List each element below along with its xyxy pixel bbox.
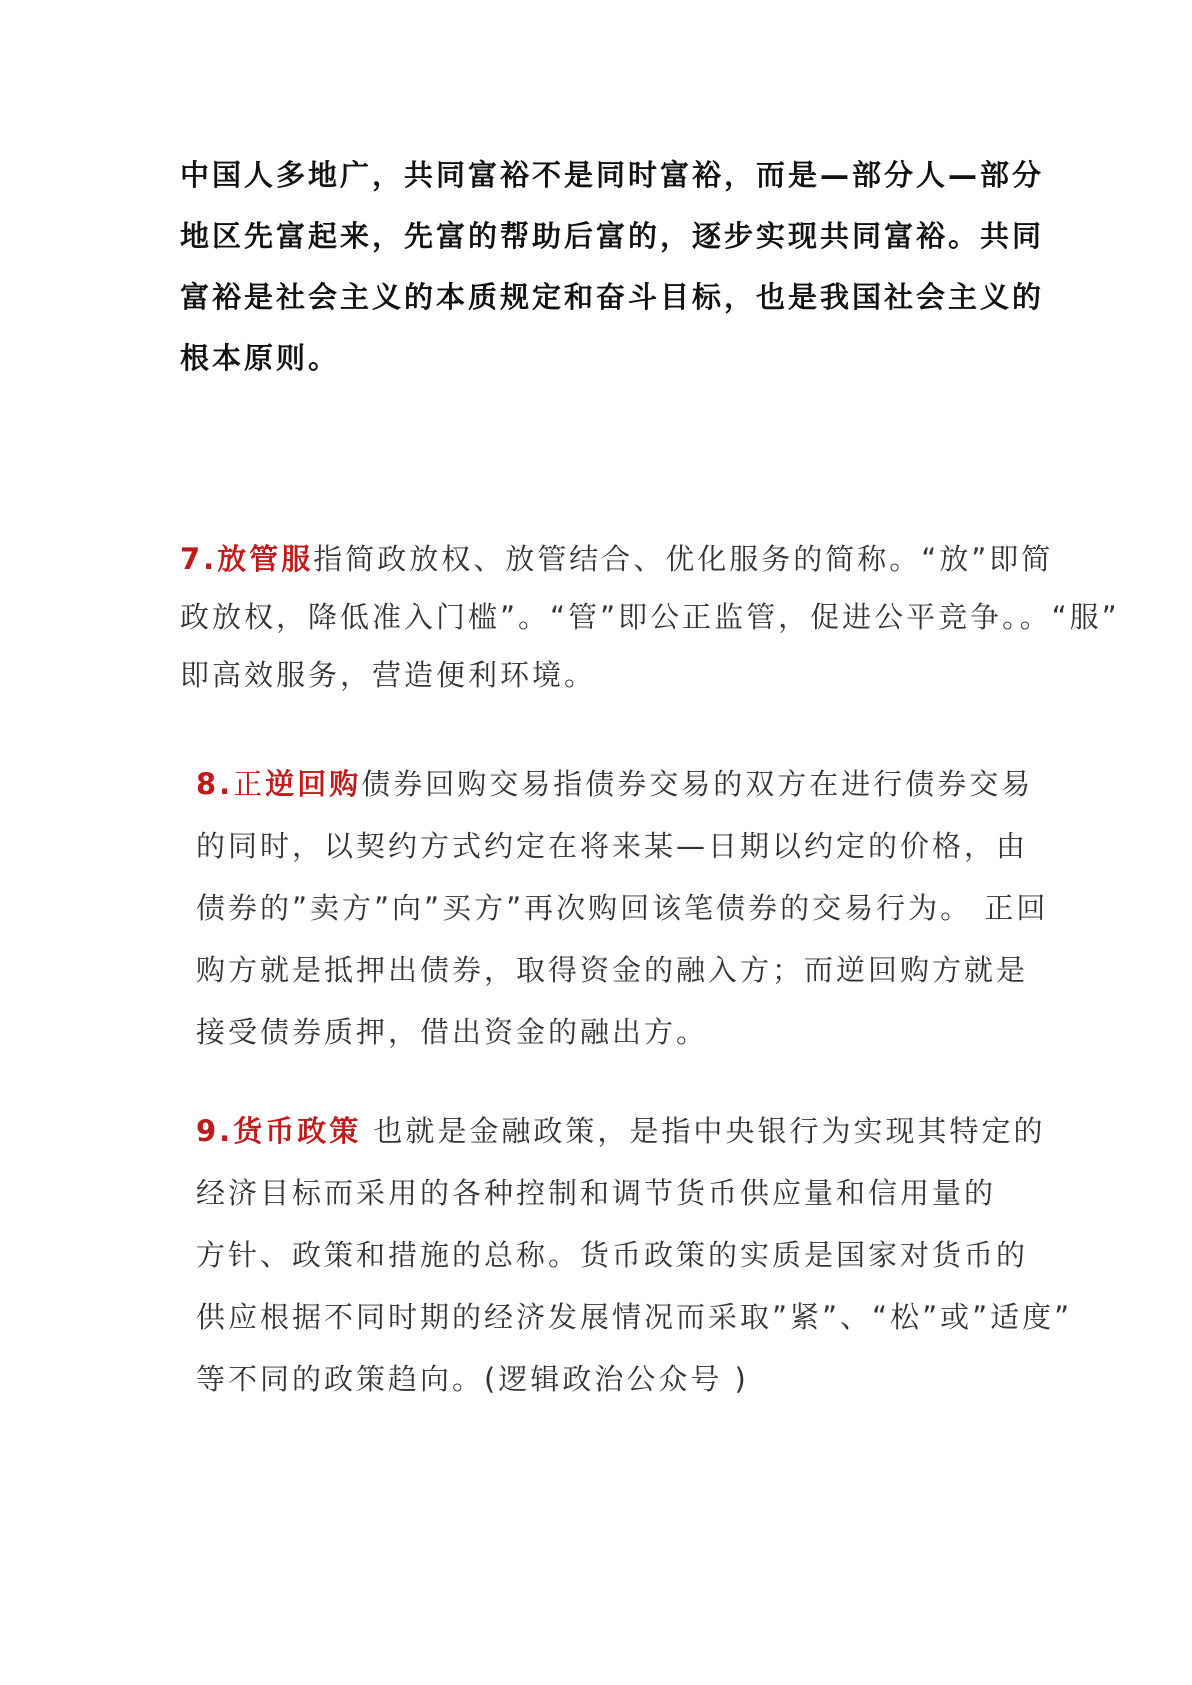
intro-line: 富裕是社会主义的本质规定和奋斗目标，也是我国社会主义的 <box>180 280 1045 314</box>
item-7-line: 即高效服务，营造便利环境。 <box>180 658 597 692</box>
item-9-line: 等不同的政策趋向。(逻辑政治公众号 ) <box>196 1362 749 1396</box>
item-9-first-line <box>196 1100 1046 1162</box>
item-9-number: 9. <box>196 1114 234 1148</box>
item-9-line: 供应根据不同时期的经济发展情况而采取”紧”、“松”或”适度” <box>196 1300 1073 1334</box>
item-8-first-line <box>196 753 1036 815</box>
item-8-paragraph <box>196 753 1049 1063</box>
item-7-line1-text: 指简政放权、放管结合、优化服务的简称。“放”即简 <box>313 542 1054 576</box>
item-7-line: 政放权，降低准入门槛”。“管”即公正监管，促进公平竞争。。“服” <box>180 600 1120 634</box>
item-7-term: 放管服 <box>217 542 314 576</box>
intro-paragraph <box>180 145 1045 389</box>
item-7-number: 7. <box>180 542 218 576</box>
item-9-paragraph <box>196 1100 1073 1410</box>
item-9-line1-text: 也就是金融政策，是指中央银行为实现其特定的 <box>361 1114 1046 1148</box>
item-7-paragraph <box>180 530 1120 704</box>
item-9-term: 货币政策 <box>233 1114 362 1148</box>
item-8-line: 债券的”卖方”向”买方”再次购回该笔债券的交易行为。 正回 <box>196 891 1049 925</box>
item-8-line: 的同时，以契约方式约定在将来某—日期以约定的价格，由 <box>196 829 1029 863</box>
item-8-term: 逆回购 <box>265 767 362 801</box>
item-8-number: 8. <box>196 767 234 801</box>
item-9-line: 方针、政策和措施的总称。货币政策的实质是国家对货币的 <box>196 1238 1029 1272</box>
item-7-first-line <box>180 530 1054 588</box>
intro-line: 地区先富起来，先富的帮助后富的，逐步实现共同富裕。共同 <box>180 219 1045 253</box>
item-8-line: 接受债券质押，借出资金的融出方。 <box>196 1015 709 1049</box>
intro-line: 中国人多地广，共同富裕不是同时富裕，而是—部分人—部分 <box>180 158 1045 192</box>
intro-line: 根本原则。 <box>180 341 341 375</box>
item-8-line1-text: 债券回购交易指债券交易的双方在进行债券交易 <box>361 767 1034 801</box>
item-8-term-prefix: 正 <box>233 767 266 801</box>
item-8-line: 购方就是抵押出债券，取得资金的融入方；而逆回购方就是 <box>196 953 1029 987</box>
item-9-line: 经济目标而采用的各种控制和调节货币供应量和信用量的 <box>196 1176 997 1210</box>
